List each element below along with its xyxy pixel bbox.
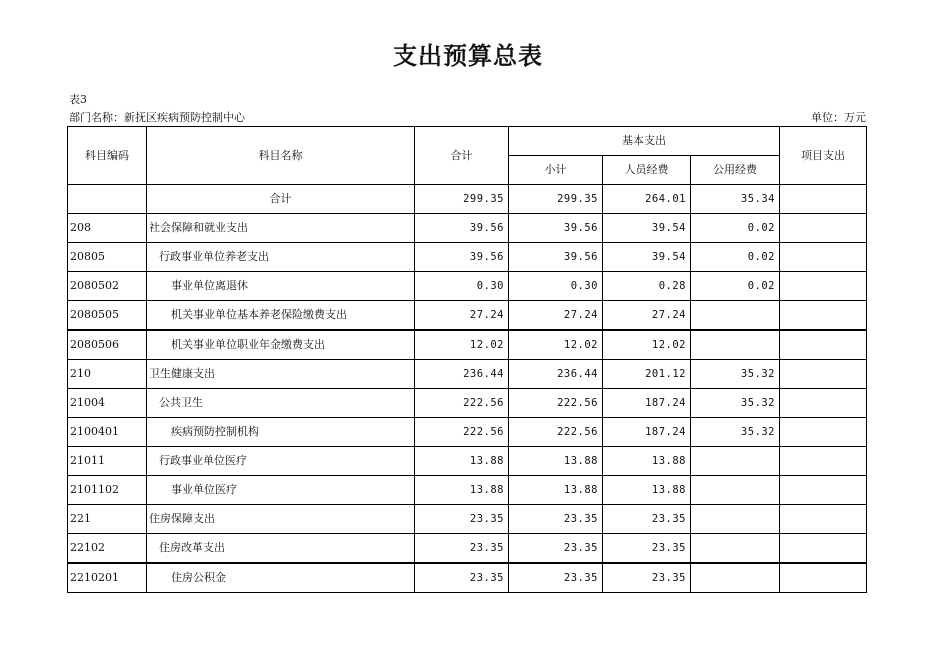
cell-name: 机关事业单位基本养老保险缴费支出: [147, 301, 415, 331]
table-number: 表3: [69, 93, 87, 106]
cell-total: 23.35: [415, 534, 509, 564]
cell-public: 35.32: [691, 360, 780, 389]
cell-code: 21004: [68, 389, 147, 418]
cell-name: 行政事业单位养老支出: [147, 243, 415, 272]
table-row: [68, 447, 867, 476]
cell-personnel: 39.54: [603, 214, 691, 243]
table-body: [68, 127, 867, 593]
cell-code: 2080502: [68, 272, 147, 301]
cell-personnel: 23.35: [603, 534, 691, 564]
cell-code: 2080506: [68, 330, 147, 360]
cell-code: 2101102: [68, 476, 147, 505]
cell-subtotal: 23.35: [509, 534, 603, 564]
cell-name: 事业单位离退休: [147, 272, 415, 301]
cell-total: 222.56: [415, 389, 509, 418]
cell-total: 222.56: [415, 418, 509, 447]
cell-total: 39.56: [415, 214, 509, 243]
cell-project: [780, 243, 867, 272]
cell-total: 236.44: [415, 360, 509, 389]
cell-personnel: 201.12: [603, 360, 691, 389]
cell-name: 疾病预防控制机构: [147, 418, 415, 447]
header-total: 合计: [415, 127, 509, 185]
cell-name: 行政事业单位医疗: [147, 447, 415, 476]
cell-personnel: 187.24: [603, 389, 691, 418]
table-row: [68, 301, 867, 331]
budget-table: [67, 126, 867, 593]
cell-public: 35.32: [691, 418, 780, 447]
cell-project: [780, 272, 867, 301]
cell-name: 公共卫生: [147, 389, 415, 418]
department-name: 部门名称：新抚区疾病预防控制中心: [69, 111, 245, 124]
cell-subtotal: 39.56: [509, 214, 603, 243]
cell-code: 20805: [68, 243, 147, 272]
budget-table-container: [67, 126, 867, 593]
cell-personnel: 27.24: [603, 301, 691, 331]
table-row: [68, 534, 867, 564]
cell-total: 13.88: [415, 476, 509, 505]
cell-personnel: 187.24: [603, 418, 691, 447]
header-public: 公用经费: [691, 156, 780, 185]
table-row: [68, 389, 867, 418]
table-row: [68, 330, 867, 360]
cell-public: 0.02: [691, 272, 780, 301]
cell-public: 35.34: [691, 185, 780, 214]
cell-personnel: 13.88: [603, 476, 691, 505]
cell-project: [780, 301, 867, 331]
cell-total: 299.35: [415, 185, 509, 214]
cell-name: 合计: [147, 185, 415, 214]
cell-total: 27.24: [415, 301, 509, 331]
cell-code: 208: [68, 214, 147, 243]
table-row: [68, 476, 867, 505]
cell-public: [691, 330, 780, 360]
unit-label: 单位：万元: [811, 111, 866, 124]
cell-project: [780, 185, 867, 214]
cell-name: 卫生健康支出: [147, 360, 415, 389]
table-row: [68, 272, 867, 301]
cell-public: 0.02: [691, 243, 780, 272]
cell-total: 23.35: [415, 505, 509, 534]
table-row: [68, 360, 867, 389]
table-row: [68, 505, 867, 534]
cell-code: 2100401: [68, 418, 147, 447]
cell-subtotal: 39.56: [509, 243, 603, 272]
cell-total: 12.02: [415, 330, 509, 360]
table-row: [68, 418, 867, 447]
header-basic: 基本支出: [509, 127, 780, 156]
cell-total: 13.88: [415, 447, 509, 476]
table-row: [68, 563, 867, 593]
cell-total: 23.35: [415, 563, 509, 593]
cell-public: 35.32: [691, 389, 780, 418]
cell-project: [780, 534, 867, 564]
header-row-1: [68, 127, 867, 156]
header-project: 项目支出: [780, 127, 867, 185]
cell-name: 机关事业单位职业年金缴费支出: [147, 330, 415, 360]
cell-subtotal: 23.35: [509, 563, 603, 593]
cell-project: [780, 447, 867, 476]
cell-code: 210: [68, 360, 147, 389]
cell-personnel: 0.28: [603, 272, 691, 301]
cell-subtotal: 0.30: [509, 272, 603, 301]
cell-personnel: 23.35: [603, 563, 691, 593]
cell-public: 0.02: [691, 214, 780, 243]
cell-name: 住房保障支出: [147, 505, 415, 534]
cell-project: [780, 389, 867, 418]
cell-public: [691, 534, 780, 564]
cell-subtotal: 222.56: [509, 389, 603, 418]
table-row: [68, 243, 867, 272]
cell-subtotal: 12.02: [509, 330, 603, 360]
cell-project: [780, 505, 867, 534]
cell-name: 住房公积金: [147, 563, 415, 593]
total-row: [68, 185, 867, 214]
cell-project: [780, 360, 867, 389]
cell-total: 0.30: [415, 272, 509, 301]
cell-public: [691, 447, 780, 476]
cell-code: 2210201: [68, 563, 147, 593]
cell-project: [780, 330, 867, 360]
cell-code: 2080505: [68, 301, 147, 331]
cell-name: 社会保障和就业支出: [147, 214, 415, 243]
header-subtotal: 小计: [509, 156, 603, 185]
cell-personnel: 264.01: [603, 185, 691, 214]
cell-subtotal: 299.35: [509, 185, 603, 214]
cell-public: [691, 476, 780, 505]
header-personnel: 人员经费: [603, 156, 691, 185]
cell-project: [780, 214, 867, 243]
table-row: [68, 214, 867, 243]
cell-personnel: 23.35: [603, 505, 691, 534]
cell-personnel: 13.88: [603, 447, 691, 476]
cell-personnel: 39.54: [603, 243, 691, 272]
cell-personnel: 12.02: [603, 330, 691, 360]
cell-code: [68, 185, 147, 214]
header-name: 科目名称: [147, 127, 415, 185]
header-code: 科目编码: [68, 127, 147, 185]
cell-public: [691, 563, 780, 593]
cell-project: [780, 418, 867, 447]
cell-code: 21011: [68, 447, 147, 476]
cell-code: 221: [68, 505, 147, 534]
cell-public: [691, 505, 780, 534]
page-title: 支出预算总表: [393, 42, 543, 70]
cell-subtotal: 222.56: [509, 418, 603, 447]
cell-name: 住房改革支出: [147, 534, 415, 564]
cell-public: [691, 301, 780, 331]
cell-project: [780, 476, 867, 505]
cell-project: [780, 563, 867, 593]
cell-subtotal: 27.24: [509, 301, 603, 331]
cell-subtotal: 23.35: [509, 505, 603, 534]
cell-total: 39.56: [415, 243, 509, 272]
cell-name: 事业单位医疗: [147, 476, 415, 505]
cell-code: 22102: [68, 534, 147, 564]
cell-subtotal: 236.44: [509, 360, 603, 389]
cell-subtotal: 13.88: [509, 476, 603, 505]
cell-subtotal: 13.88: [509, 447, 603, 476]
